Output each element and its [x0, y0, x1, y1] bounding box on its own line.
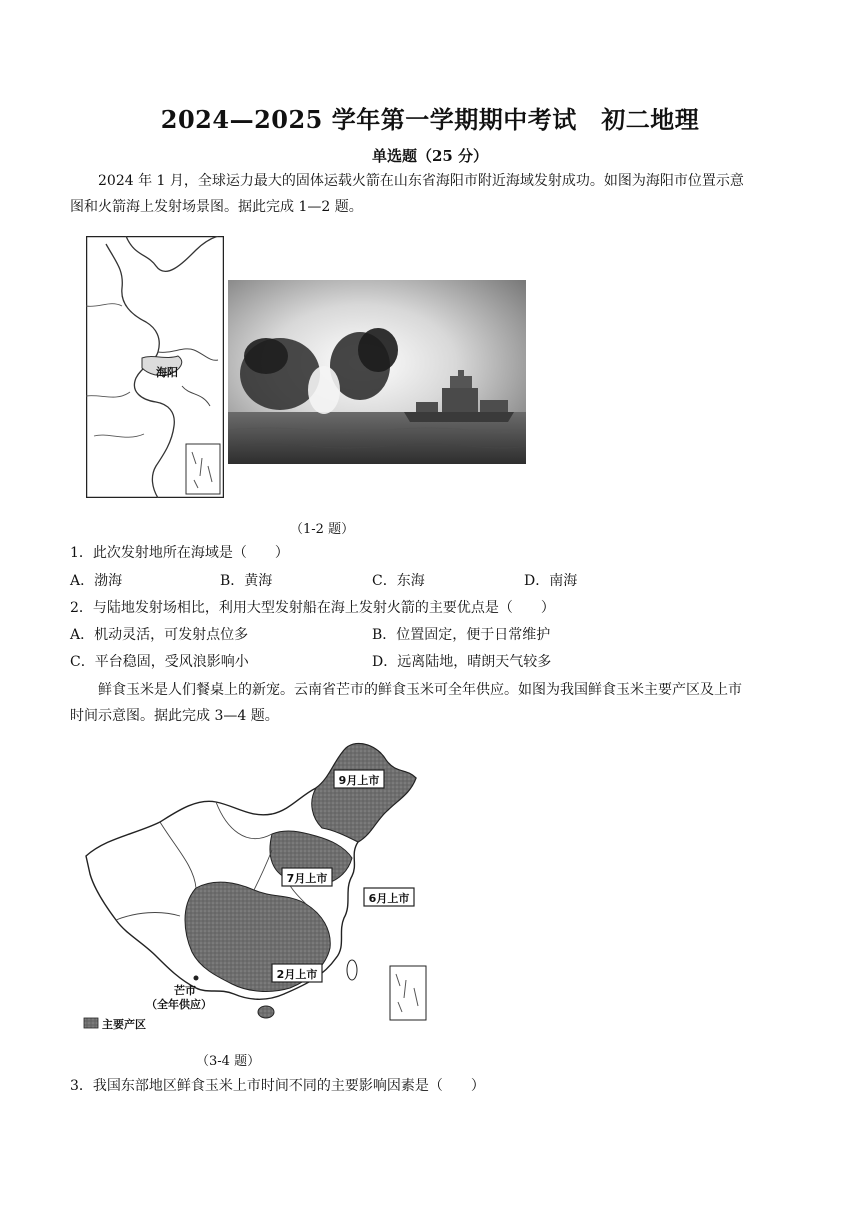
- passage-1-line-1: 2024 年 1 月，全球运力最大的固体运载火箭在山东省海阳市附近海域发射成功。如图为海阳市位置示意: [98, 173, 744, 189]
- label-jun: 6月上市: [368, 892, 410, 905]
- label-feb: 2月上市: [276, 968, 318, 981]
- passage-1: [70, 168, 792, 220]
- figure-2-caption: （3-4 题）: [196, 1054, 261, 1069]
- rocket-launch-svg: [228, 280, 526, 464]
- mangshi-note: （全年供应）: [146, 998, 212, 1011]
- passage-2-line-2: 时间示意图。据此完成 3—4 题。: [70, 708, 279, 724]
- passage-1-line-2: 图和火箭海上发射场景图。据此完成 1—2 题。: [70, 199, 363, 215]
- corn-region-map: [76, 738, 442, 1038]
- label-sep: 9月上市: [338, 774, 380, 787]
- mangshi-label: 芒市: [174, 984, 196, 997]
- haiyang-location-map: [86, 236, 224, 498]
- question-3-stem: 3．我国东部地区鲜食玉米上市时间不同的主要影响因素是（ ）: [70, 1078, 485, 1094]
- question-1-stem: 1．此次发射地所在海域是（ ）: [70, 545, 289, 561]
- q1-option-d[interactable]: D．南海: [524, 573, 578, 589]
- page-title: 2024—2025 学年第一学期期中考试 初二地理: [160, 105, 700, 134]
- q2-option-a[interactable]: A．机动灵活，可发射点位多: [70, 627, 249, 643]
- q1-option-b[interactable]: B．黄海: [220, 573, 273, 589]
- figure-1-caption: （1-2 题）: [290, 522, 355, 537]
- section-title: 单选题（25 分）: [371, 147, 489, 165]
- q1-option-a[interactable]: A．渤海: [70, 573, 123, 589]
- question-2-stem: 2．与陆地发射场相比，利用大型发射船在海上发射火箭的主要优点是（ ）: [70, 600, 555, 616]
- rocket-launch-photo: [228, 280, 526, 464]
- passage-2: [70, 677, 792, 729]
- q2-option-b[interactable]: B．位置固定，便于日常维护: [372, 627, 551, 643]
- q2-option-c[interactable]: C．平台稳固，受风浪影响小: [70, 654, 249, 670]
- q2-option-d[interactable]: D．远离陆地，晴朗天气较多: [372, 654, 552, 670]
- q1-option-c[interactable]: C．东海: [372, 573, 425, 589]
- haiyang-label: 海阳: [156, 366, 178, 379]
- corn-map-svg: [76, 738, 442, 1038]
- legend-label: 主要产区: [102, 1018, 146, 1031]
- passage-2-line-1: 鲜食玉米是人们餐桌上的新宠。云南省芒市的鲜食玉米可全年供应。如图为我国鲜食玉米主要产区及上市: [98, 682, 742, 698]
- haiyang-map-svg: [86, 236, 224, 498]
- label-jul: 7月上市: [286, 872, 328, 885]
